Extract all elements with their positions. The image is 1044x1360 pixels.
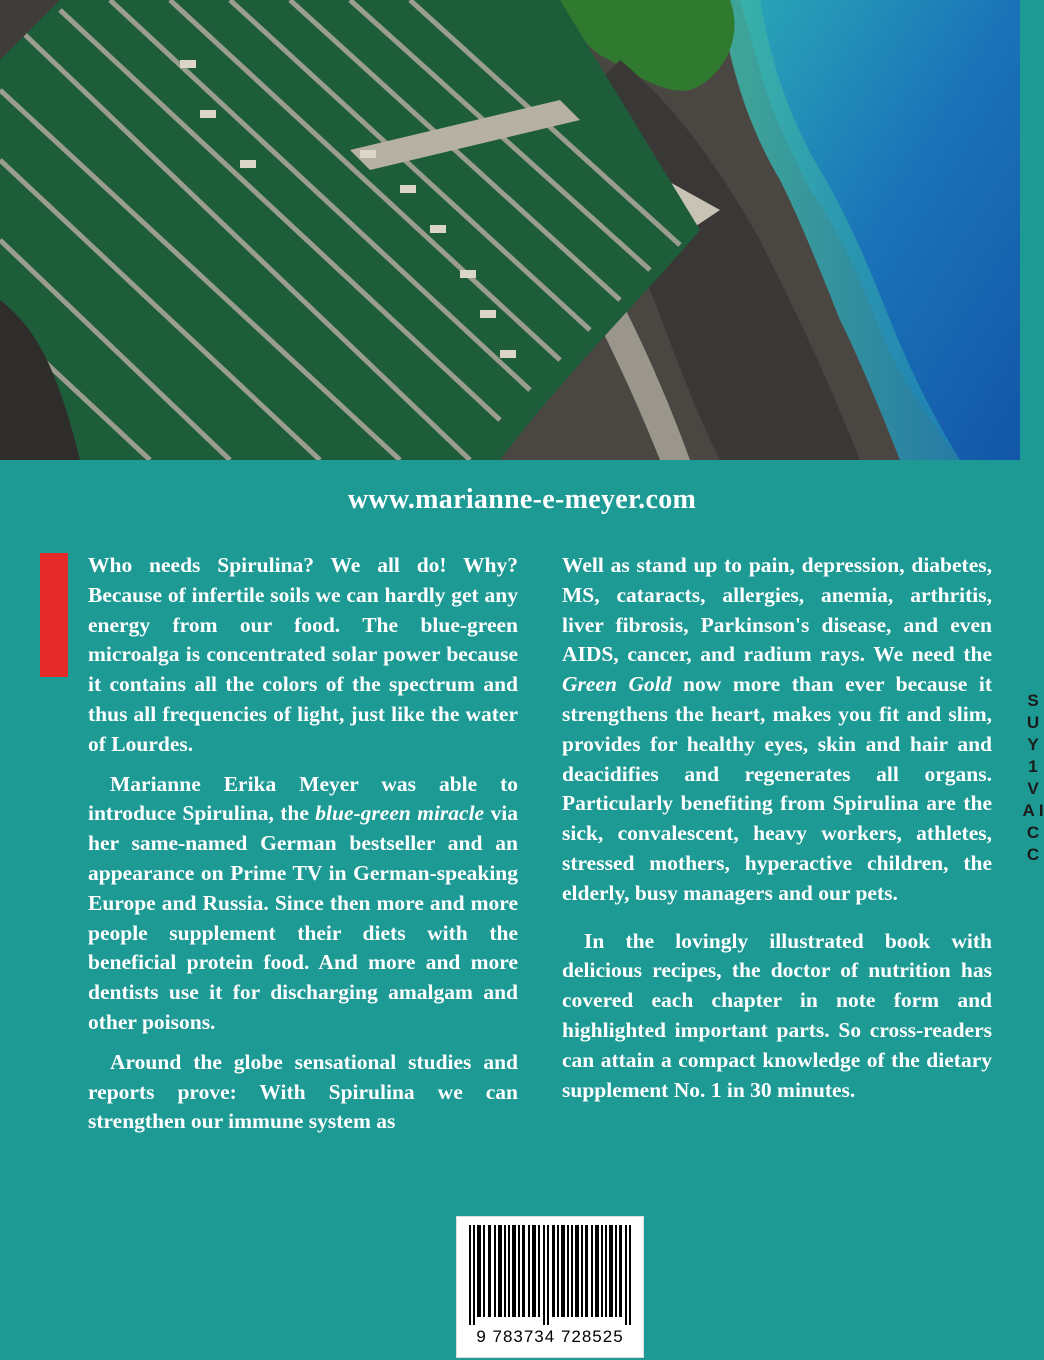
barcode-icon: [467, 1225, 633, 1325]
red-accent-bar: [40, 553, 68, 677]
left-text-column: [88, 551, 518, 1147]
isbn-barcode: [456, 1216, 644, 1358]
author-paragraph: Marianne Erika Meyer was able to introduce Spirulina, the blue-green miracle via her same-named German bestseller and an appearance on Prime TV in German-speaking Europe and Russia. Since then more and more people supplement their diets with the beneficial protein food. And more and more dentists use it for discharging amalgam and other poisons.: [88, 771, 518, 1034]
isbn-number: 9 783734 728525: [476, 1327, 624, 1346]
spirulina-farm-image: [0, 0, 1020, 460]
cover-photo: [0, 0, 1020, 460]
website-url[interactable]: www.marianne-e-meyer.com: [347, 484, 697, 515]
right-text-column: [562, 551, 992, 1115]
book-description-paragraph: In the lovingly illustrated book with delicious recipes, the doctor of nutrition has covered each chapter in note form and highlighted important parts. So cross-readers can attain a compact knowledge of the dietary supplement No. 1 in 30 minutes.: [562, 928, 992, 1102]
benefits-paragraph: Well as stand up to pain, depression, diabetes, MS, cataracts, allergies, anemia, arthritis, liver fibrosis, Parkinson's disease, and even AIDS, cancer, and radium rays. We need the Green Gold now more than ever because it strengthens the heart, makes you fit and slim, provides for healthy eyes, skin and hair and deacidifies and regenerates all organs. Particularly benefiting from Spirulina are the sick, convalescent, heavy workers, athletes, stressed mothers, hyperactive children, the elderly, busy managers and our pets.: [562, 553, 993, 905]
intro-paragraph: Who needs Spirulina? We all do! Why? Because of infertile soils we can hardly get any energy from our food. The blue-green microalga is concentrated solar power because it contains all the colors of the spectrum and thus all frequencies of light, just like the water of Lourdes.: [88, 553, 518, 756]
studies-paragraph: Around the globe sensational studies and reports prove: With Spirulina we can strengthen our immune system as: [88, 1049, 518, 1134]
spine-edge-text: S U Y 1 V A I C C: [1022, 691, 1044, 864]
